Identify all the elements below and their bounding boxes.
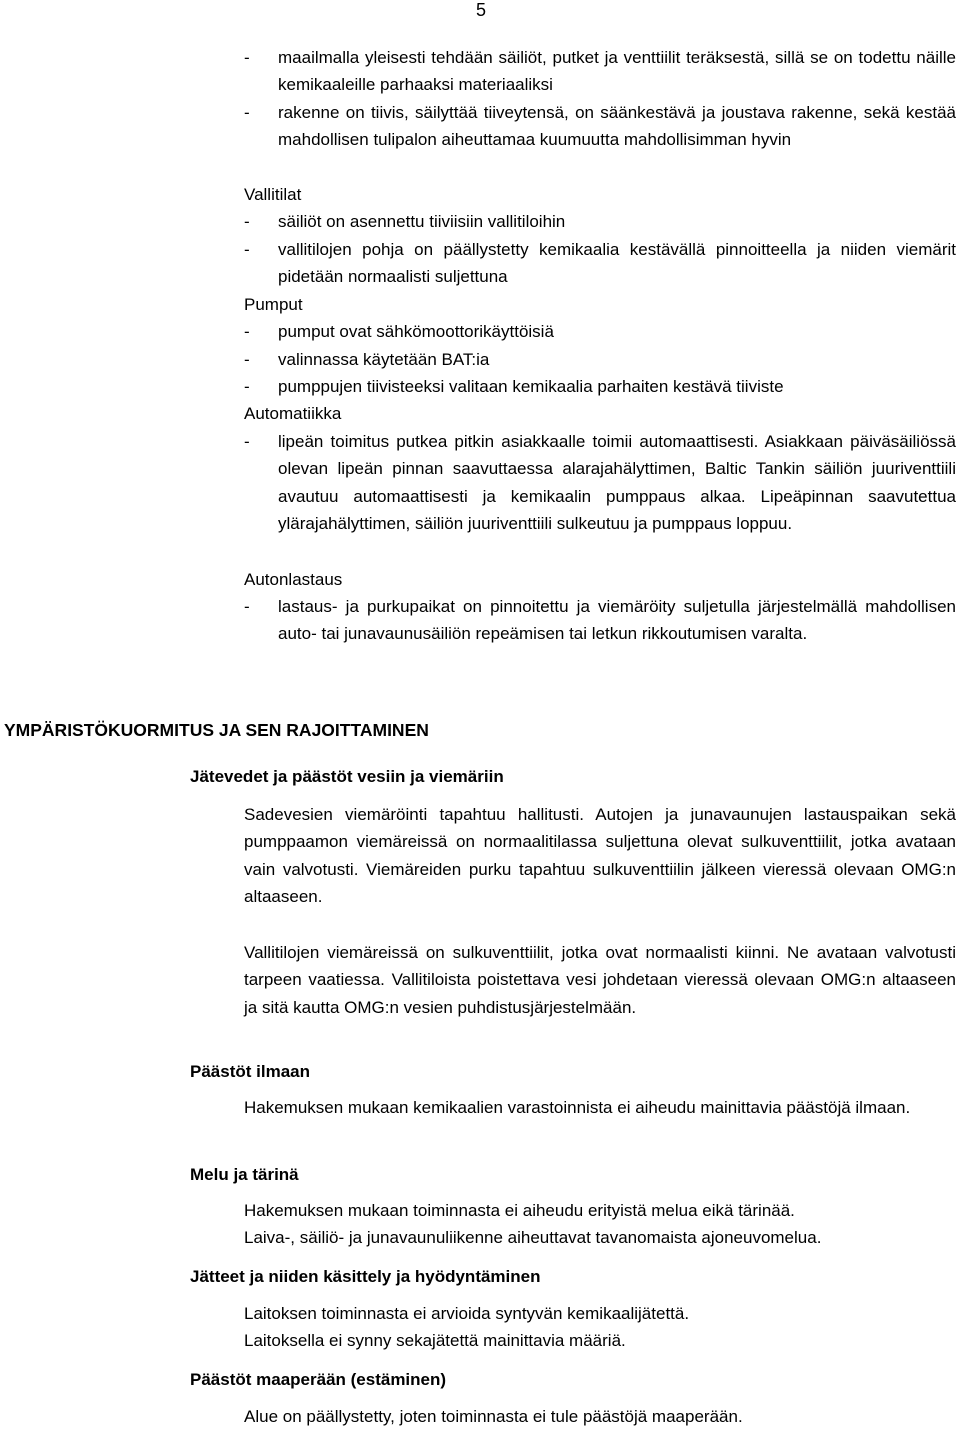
bullet-dash: - (244, 377, 250, 396)
bullet-dash: - (244, 48, 250, 67)
list-item (244, 346, 956, 373)
bullet-dash: - (244, 432, 250, 451)
subheading-automatiikka: Automatiikka (244, 404, 342, 423)
bullet-dash: - (244, 240, 250, 259)
list-item (244, 373, 956, 400)
list-item (244, 593, 956, 648)
list-item-text: maailmalla yleisesti tehdään säiliöt, putket ja venttiilit teräksestä, sillä se on todettu näille kemikaaleille parhaaksi materiaaliksi (278, 48, 956, 95)
paragraph: Hakemuksen mukaan toiminnasta ei aiheudu erityistä melua eikä tärinää. (244, 1201, 795, 1220)
section-heading-ilmaan: Päästöt ilmaan (190, 1062, 310, 1081)
bullet-dash: - (244, 350, 250, 369)
page-number: 5 (476, 0, 487, 20)
section-heading-maapera: Päästöt maaperään (estäminen) (190, 1370, 447, 1389)
list-item-text: säiliöt on asennettu tiiviisiin vallitiloihin (278, 212, 566, 231)
subheading-pumput: Pumput (244, 295, 303, 314)
subheading-vallitilat: Vallitilat (244, 185, 302, 204)
bullet-dash: - (244, 597, 250, 616)
list-item (244, 236, 956, 291)
list-item-text: valinnassa käytetään BAT:ia (278, 350, 490, 369)
paragraph: Alue on päällystetty, joten toiminnasta ei tule päästöjä maaperään. (244, 1407, 743, 1426)
list-item-text: pumppujen tiivisteeksi valitaan kemikaalia parhaiten kestävä tiiviste (278, 377, 784, 396)
subheading-autonlastaus: Autonlastaus (244, 570, 343, 589)
main-heading: YMPÄRISTÖKUORMITUS JA SEN RAJOITTAMINEN (4, 720, 429, 740)
list-item (244, 99, 956, 154)
list-item (244, 428, 956, 538)
section-heading-jatevedet: Jätevedet ja päästöt vesiin ja viemäriin (190, 767, 504, 786)
list-item-text: vallitilojen pohja on päällystetty kemikaalia kestävällä pinnoitteella ja niiden viemärit pidetään normaalisti suljettuna (278, 240, 956, 287)
section-heading-melu: Melu ja tärinä (190, 1165, 299, 1184)
list-item (244, 318, 956, 345)
bullet-dash: - (244, 322, 250, 341)
paragraph: Laiva-, säiliö- ja junavaunuliikenne aiheuttavat tavanomaista ajoneuvomelua. (244, 1228, 822, 1247)
paragraph: Laitoksen toiminnasta ei arvioida syntyvän kemikaalijätettä. (244, 1304, 690, 1323)
paragraph: Hakemuksen mukaan kemikaalien varastoinnista ei aiheudu mainittavia päästöjä ilmaan. (244, 1098, 911, 1117)
section-heading-jatteet: Jätteet ja niiden käsittely ja hyödyntäminen (190, 1267, 541, 1286)
list-item-text: lipeän toimitus putkea pitkin asiakkaalle toimii automaattisesti. Asiakkaan päiväsäiliössä olevan lipeän pinnan saavuttaessa alarajahälyttimen, Baltic Tankin säiliön juuriventtiili avautuu automaattisesti ja kemikaalin pumppaus alkaa. Lipeäpinnan saavutettua ylärajahälyttimen, säiliön juuriventtiili sulkeutuu ja pumppaus loppuu. (278, 432, 956, 534)
paragraph: Vallitilojen viemäreissä on sulkuventtiilit, jotka ovat normaalisti kiinni. Ne avataan valvotusti tarpeen vaatiessa. Vallitiloista poistettava vesi johdetaan vieressä olevaan OMG:n altaaseen ja sitä kautta OMG:n vesien puhdistusjärjestelmään. (244, 943, 956, 1017)
list-item-text: rakenne on tiivis, säilyttää tiiveytensä, on säänkestävä ja joustava rakenne, sekä kestää mahdollisen tulipalon aiheuttamaa kuumuutta mahdollisimman hyvin (278, 103, 956, 150)
paragraph: Laitoksella ei synny sekajätettä mainittavia määriä. (244, 1331, 626, 1350)
list-item-text: pumput ovat sähkömoottorikäyttöisiä (278, 322, 554, 341)
bullet-dash: - (244, 103, 250, 122)
list-item-text: lastaus- ja purkupaikat on pinnoitettu ja viemäröity suljetulla järjestelmällä mahdollisen auto- tai junavaunusäiliön repeämisen tai letkun rikkoutumisen varalta. (278, 597, 956, 644)
bullet-dash: - (244, 212, 250, 231)
list-item (244, 208, 956, 235)
list-item (244, 44, 956, 99)
paragraph: Sadevesien viemäröinti tapahtuu hallitusti. Autojen ja junavaunujen lastauspaikan sekä pumppaamon viemäreissä on normaalitilassa suljettuna olevat sulkuventtiilit, jotka avataan vain valvotusti. Viemäreiden purku tapahtuu sulkuventtiilin jälkeen vieressä olevaan OMG:n altaaseen. (244, 805, 956, 907)
